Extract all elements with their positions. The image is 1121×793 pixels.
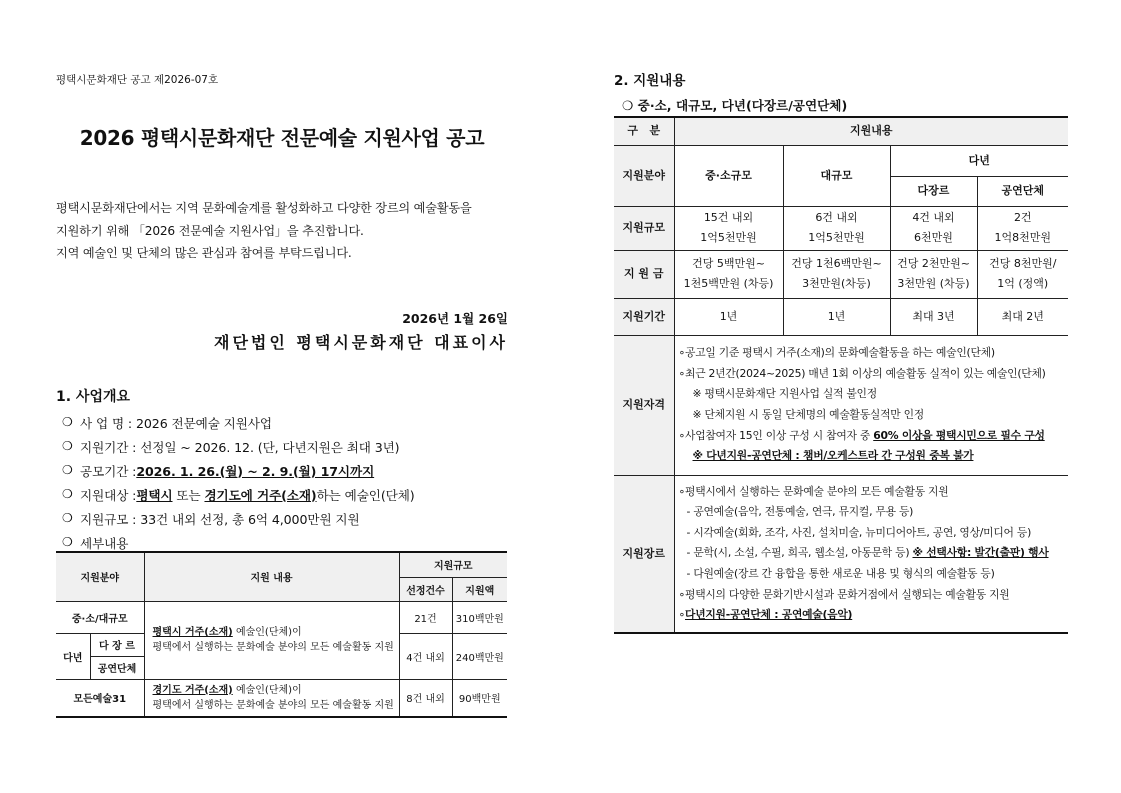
cell-line: 6건 내외	[815, 211, 858, 224]
target-label: 지원대상 :	[80, 487, 137, 503]
genre-item	[679, 543, 1065, 564]
circle-bullet-icon: ❍	[62, 535, 73, 549]
label-genre: 지원장르	[614, 475, 674, 633]
qualification-highlight: ※ 다년지원-공연단체 : 챔버/오케스트라 간 구성원 중복 불가	[692, 449, 974, 463]
genre-line	[679, 605, 1065, 626]
grant-large	[783, 250, 890, 298]
label-scale: 지원규모	[614, 206, 674, 250]
target-highlight-2: 경기도에 거주(소재)	[204, 487, 317, 503]
list-item	[62, 506, 512, 530]
qualification-line	[679, 426, 1065, 447]
list-item	[62, 458, 512, 482]
list-item	[62, 482, 512, 506]
cell-line: 1천5백만원 (차등)	[683, 277, 774, 290]
cell-line: 4건 내외	[912, 211, 955, 224]
genre-bullet: ∘	[678, 608, 686, 622]
qualification-note: ※ 평택시문화재단 지원사업 실적 불인정	[692, 387, 877, 401]
genre-line: ∘평택시에서 실행하는 문화예술 분야의 모든 예술활동 지원	[678, 484, 949, 498]
scale-small	[674, 206, 783, 250]
count-cell: 8건 내외	[399, 679, 452, 717]
header-scale: 지원규모	[399, 552, 507, 577]
table-row	[614, 335, 1068, 475]
table-row	[614, 206, 1068, 250]
scale-troupe	[977, 206, 1068, 250]
label-qualification: 지원자격	[614, 335, 674, 475]
label-grant: 지 원 금	[614, 250, 674, 298]
period-small: 1년	[674, 298, 783, 335]
table-row	[614, 250, 1068, 298]
page-title: 2026 평택시문화재단 전문예술 지원사업 공고	[79, 126, 485, 150]
qualification-text: ∘사업참여자 15인 이상 구성 시 참여자 중	[678, 428, 874, 442]
amount-cell: 240백만원	[452, 633, 507, 679]
amount-cell: 310백만원	[452, 601, 507, 633]
circle-bullet-icon: ❍	[62, 463, 73, 477]
genre-item: - 공연예술(음악, 전통예술, 연극, 뮤지컬, 무용 등)	[686, 505, 914, 519]
detail-table	[56, 551, 507, 718]
cell-line: 건당 5백만원~	[692, 257, 765, 270]
genre-item: - 시각예술(회화, 조각, 사진, 설치미술, 뉴미디어아트, 공연, 영상/미디어 등)	[686, 525, 1032, 539]
header-content: 지원내용	[674, 117, 1068, 145]
table-row	[56, 679, 507, 717]
qualification-cell	[674, 335, 1068, 475]
announcement-date: 2026년 1월 26일	[402, 311, 508, 326]
row-label-small-mid: 중·소/대규모	[56, 601, 144, 633]
content-line2: 평택에서 실행하는 문화예술 분야의 모든 예술활동 지원	[152, 699, 394, 711]
cell-line: 건당 1천6백만원~	[791, 257, 882, 270]
qualification-note	[679, 446, 1065, 467]
content-line2: 평택에서 실행하는 문화예술 분야의 모든 예술활동 지원	[152, 642, 394, 653]
count-cell: 4건 내외	[399, 633, 452, 679]
row-label-all: 모든예술31	[56, 679, 144, 717]
cell-line: 1억 (정액)	[997, 277, 1049, 290]
intro-paragraph	[56, 197, 516, 265]
support-scale: 지원규모 : 33건 내외 선정, 총 6억 4,000만원 지원	[80, 511, 360, 527]
content-rest: 예술인(단체)이	[232, 627, 302, 638]
overview-list	[62, 410, 512, 554]
period-troupe: 최대 2년	[977, 298, 1068, 335]
application-period-label: 공모기간 :	[80, 463, 137, 479]
genre-line: ∘평택시의 다양한 문화기반시설과 문화거점에서 실행되는 예술활동 지원	[678, 587, 1010, 601]
col-small-mid: 중·소규모	[674, 145, 783, 206]
scale-multigenre	[890, 206, 977, 250]
circle-bullet-icon: ❍	[62, 511, 73, 525]
table-row	[56, 552, 507, 577]
period-multigenre: 최대 3년	[890, 298, 977, 335]
cell-line: 1억5천만원	[808, 231, 865, 244]
circle-bullet-icon: ❍	[62, 439, 73, 453]
section2-subtitle: ❍ 중·소, 대규모, 다년(다장르/공연단체)	[622, 98, 848, 113]
support-period: 지원기간 : 선정일 ~ 2026. 12. (단, 다년지원은 최대 3년)	[80, 439, 400, 455]
header-gubun: 구 분	[614, 117, 674, 145]
list-item	[62, 410, 512, 434]
qualification-line: ∘최근 2년간(2024~2025) 매년 1회 이상의 예술활동 실적이 있는 예술인(단체)	[678, 366, 1046, 380]
header-count: 선정건수	[399, 577, 452, 601]
grant-multigenre	[890, 250, 977, 298]
table-row	[56, 601, 507, 633]
scale-large	[783, 206, 890, 250]
header-content: 지원 내용	[144, 552, 399, 601]
target-suffix: 하는 예술인(단체)	[316, 487, 415, 503]
col-large: 대규모	[783, 145, 890, 206]
qualification-line: ∘공고일 기준 평택시 거주(소재)의 문화예술활동을 하는 예술인(단체)	[678, 346, 995, 360]
circle-bullet-icon: ❍	[62, 487, 73, 501]
label-period: 지원기간	[614, 298, 674, 335]
list-item	[62, 434, 512, 458]
genre-text: - 문학(시, 소설, 수필, 희곡, 웹소설, 아동문학 등)	[686, 546, 913, 560]
intro-line: 지원하기 위해 「2026 전문예술 지원사업」을 추진합니다.	[56, 223, 364, 238]
amount-cell: 90백만원	[452, 679, 507, 717]
col-multigenre: 다장르	[890, 176, 977, 206]
cell-line: 1억8천만원	[994, 231, 1052, 244]
cell-line: 건당 2천만원~	[897, 257, 970, 270]
period-large: 1년	[783, 298, 890, 335]
label-field: 지원분야	[614, 145, 674, 206]
content-cell	[144, 679, 399, 717]
col-troupe: 공연단체	[977, 176, 1068, 206]
target-conjunction: 또는	[172, 487, 205, 503]
genre-item: - 다원예술(장르 간 융합을 통한 새로운 내용 및 형식의 예술활동 등)	[686, 567, 995, 581]
cell-line: 3천만원(차등)	[802, 277, 871, 290]
intro-line: 평택시문화재단에서는 지역 문화예술계를 활성화하고 다양한 장르의 예술활동을	[56, 201, 472, 215]
content-cell	[144, 601, 399, 679]
cell-line: 6천만원	[914, 231, 953, 244]
table-row	[614, 475, 1068, 633]
section1-title: 1. 사업개요	[56, 389, 131, 405]
row-sublabel-troupe: 공연단체	[90, 656, 144, 679]
cell-line: 15건 내외	[703, 211, 754, 224]
genre-highlight: 다년지원-공연단체 : 공연예술(음악)	[685, 608, 853, 622]
content-highlight: 평택시 거주(소재)	[152, 627, 233, 638]
section2-title: 2. 지원내용	[614, 73, 686, 89]
table-row	[614, 145, 1068, 176]
qualification-note: ※ 단체지원 시 동일 단체명의 예술활동실적만 인정	[692, 408, 924, 421]
header-amount: 지원액	[452, 577, 507, 601]
qualification-highlight: 60% 이상을 평택시민으로 필수 구성	[873, 428, 1045, 442]
content-highlight: 경기도 거주(소재)	[152, 684, 233, 696]
genre-highlight: ※ 선택사항: 발간(출판) 행사	[912, 546, 1049, 560]
document-number: 평택시문화재단 공고 제2026-07호	[56, 74, 219, 86]
circle-bullet-icon: ❍	[62, 415, 73, 429]
grant-troupe	[977, 250, 1068, 298]
support-content-table	[614, 116, 1068, 634]
issuer-name: 재단법인 평택시문화재단 대표이사	[214, 333, 508, 352]
target-highlight-1: 평택시	[136, 487, 173, 503]
application-period-value: 2026. 1. 26.(월) ~ 2. 9.(월) 17시까지	[136, 463, 375, 479]
content-rest: 예술인(단체)이	[232, 684, 302, 696]
row-sublabel-multigenre: 다 장 르	[90, 633, 144, 656]
intro-line: 지역 예술인 및 단체의 많은 관심과 참여를 부탁드립니다.	[56, 246, 352, 260]
genre-cell	[674, 475, 1068, 633]
details-label: 세부내용	[80, 535, 129, 551]
table-row	[614, 298, 1068, 335]
col-multi: 다년	[890, 145, 1068, 176]
cell-line: 1억5천만원	[700, 231, 757, 244]
header-field: 지원분야	[56, 552, 144, 601]
row-label-multi: 다년	[56, 633, 90, 679]
grant-small	[674, 250, 783, 298]
cell-line: 3천만원 (차등)	[897, 277, 970, 290]
cell-line: 2건	[1013, 211, 1032, 224]
table-row	[614, 117, 1068, 145]
project-name: 사 업 명 : 2026 전문예술 지원사업	[80, 415, 272, 431]
count-cell: 21건	[399, 601, 452, 633]
cell-line: 건당 8천만원/	[989, 257, 1057, 270]
